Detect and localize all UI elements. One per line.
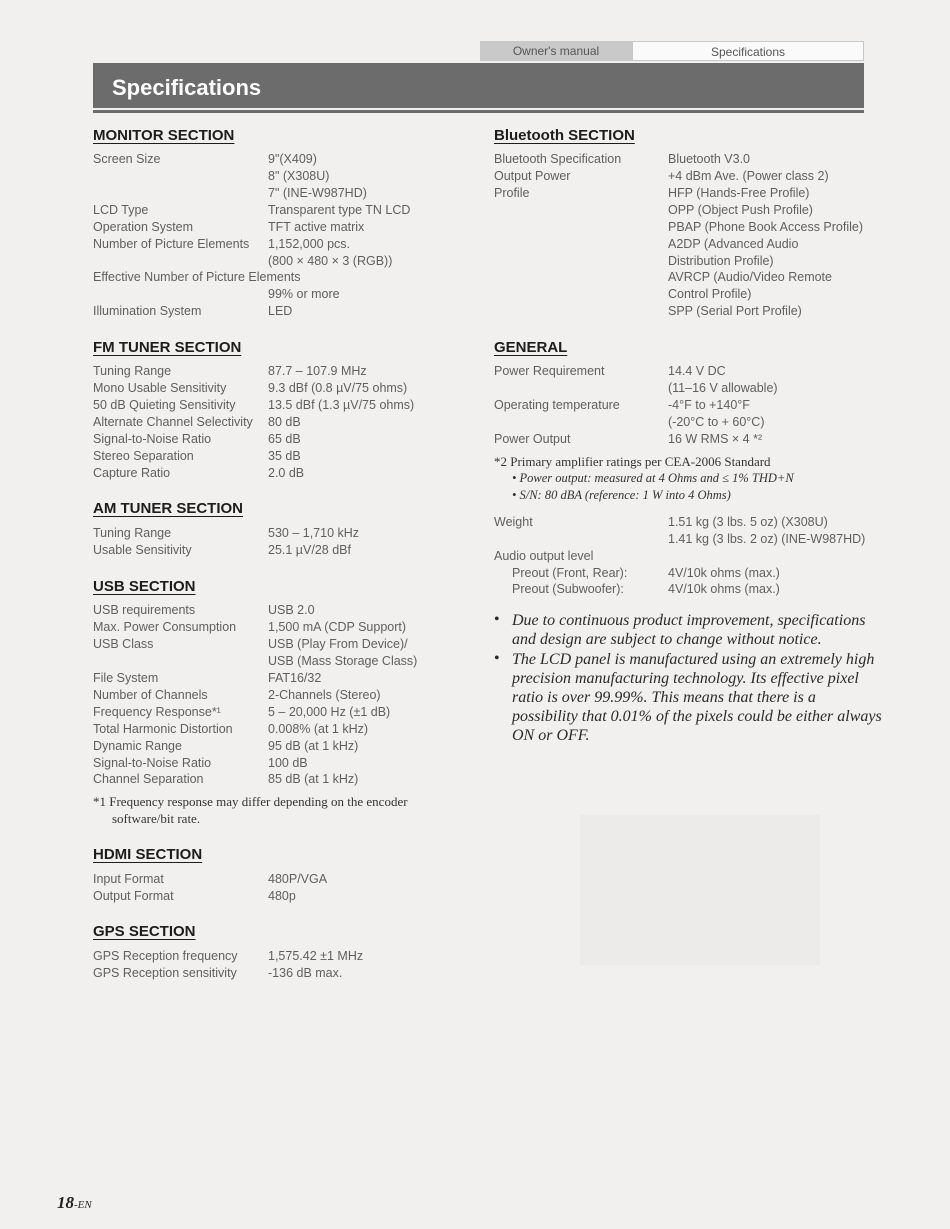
usb-section-title: USB SECTION xyxy=(93,578,196,595)
spec-value: -4°F to +140°F xyxy=(668,398,750,412)
spec-label: Signal-to-Noise Ratio xyxy=(93,432,212,446)
spec-label: Signal-to-Noise Ratio xyxy=(93,756,212,770)
spec-label: Illumination System xyxy=(93,304,202,318)
spec-value: (11–16 V allowable) xyxy=(668,381,778,395)
spec-label: Power Requirement xyxy=(494,364,605,378)
spec-label: 50 dB Quieting Sensitivity xyxy=(93,398,236,412)
footnote-1: *1 Frequency response may differ depending on the encoder xyxy=(93,794,408,809)
spec-value: +4 dBm Ave. (Power class 2) xyxy=(668,169,829,183)
spec-label: Total Harmonic Distortion xyxy=(93,722,233,736)
spec-label: Output Power xyxy=(494,169,571,183)
spec-label: Number of Picture Elements xyxy=(93,237,250,251)
gps-section-title: GPS SECTION xyxy=(93,923,196,940)
spec-value: (800 × 480 × 3 (RGB)) xyxy=(268,254,393,268)
spec-value: 4V/10k ohms (max.) xyxy=(668,566,780,580)
spec-label: Channel Separation xyxy=(93,772,204,786)
spec-label: File System xyxy=(93,671,159,685)
spec-value: 87.7 – 107.9 MHz xyxy=(268,364,367,378)
spec-label: Input Format xyxy=(93,872,164,886)
spec-label: Effective Number of Picture Elements xyxy=(93,270,301,284)
spec-value: OPP (Object Push Profile) xyxy=(668,203,813,217)
spec-value: LED xyxy=(268,304,293,318)
spec-value: USB (Mass Storage Class) xyxy=(268,654,418,668)
spec-label: Operating temperature xyxy=(494,398,620,412)
spec-label: Preout (Front, Rear): xyxy=(512,566,628,580)
spec-value: -136 dB max. xyxy=(268,966,343,980)
spec-value: 4V/10k ohms (max.) xyxy=(668,582,780,596)
spec-label: Output Format xyxy=(93,889,174,903)
spec-value: A2DP (Advanced Audio xyxy=(668,237,799,251)
spec-value: 13.5 dBf (1.3 µV/75 ohms) xyxy=(268,398,415,412)
spec-label: Profile xyxy=(494,186,530,200)
spec-value: 85 dB (at 1 kHz) xyxy=(268,772,359,786)
hdmi-section-title: HDMI SECTION xyxy=(93,846,203,863)
spec-value: USB 2.0 xyxy=(268,603,315,617)
bullet-text: and design are subject to change without notice. xyxy=(512,631,822,648)
bullet-text: ratio is over 99.99%. This means that there is a xyxy=(512,689,816,706)
spec-value: 16 W RMS × 4 *² xyxy=(668,432,763,446)
spec-value: 1,152,000 pcs. xyxy=(268,237,351,251)
spec-label: Weight xyxy=(494,515,533,529)
tab-specifications: Specifications xyxy=(632,41,864,61)
bullet-dot: • xyxy=(494,611,500,628)
spec-value: 480P/VGA xyxy=(268,872,328,886)
bullet-text: precision manufacturing technology. Its effective pixel xyxy=(512,670,859,687)
spec-label: Alternate Channel Selectivity xyxy=(93,415,253,429)
monitor-section-title: MONITOR SECTION xyxy=(93,127,235,144)
spec-value: Control Profile) xyxy=(668,287,752,301)
spec-label: Audio output level xyxy=(494,549,594,563)
spec-label: Power Output xyxy=(494,432,571,446)
spec-label: Preout (Subwoofer): xyxy=(512,582,624,596)
spec-value: 1.51 kg (3 lbs. 5 oz) (X308U) xyxy=(668,515,828,529)
bluetooth-section-title: Bluetooth SECTION xyxy=(494,127,635,144)
spec-label: Dynamic Range xyxy=(93,739,182,753)
spec-label: Mono Usable Sensitivity xyxy=(93,381,227,395)
spec-label: USB requirements xyxy=(93,603,196,617)
banner-rule xyxy=(93,110,864,113)
spec-value: (-20°C to + 60°C) xyxy=(668,415,765,429)
spec-value: 7" (INE-W987HD) xyxy=(268,186,367,200)
tab-owners-manual: Owner's manual xyxy=(480,41,632,61)
spec-value: 8" (X308U) xyxy=(268,169,330,183)
spec-value: 14.4 V DC xyxy=(668,364,726,378)
spec-value: 530 – 1,710 kHz xyxy=(268,526,360,540)
spec-value: TFT active matrix xyxy=(268,220,365,234)
bullet-dot: • xyxy=(494,650,500,667)
general-section-title: GENERAL xyxy=(494,339,568,356)
spec-label: Max. Power Consumption xyxy=(93,620,237,634)
spec-value: USB (Play From Device)/ xyxy=(268,637,408,651)
spec-value: Transparent type TN LCD xyxy=(268,203,411,217)
spec-label: Bluetooth Specification xyxy=(494,152,622,166)
page-number-suffix: -EN xyxy=(74,1199,92,1211)
page-number-value: 18 xyxy=(57,1193,74,1212)
spec-label: Tuning Range xyxy=(93,526,172,540)
spec-value: 5 – 20,000 Hz (±1 dB) xyxy=(268,705,391,719)
spec-value: 35 dB xyxy=(268,449,301,463)
spec-value: 9.3 dBf (0.8 µV/75 ohms) xyxy=(268,381,408,395)
spec-label: Operation System xyxy=(93,220,194,234)
spec-value: AVRCP (Audio/Video Remote xyxy=(668,270,832,284)
bullet-text: The LCD panel is manufactured using an extremely high xyxy=(512,651,875,668)
spec-value: SPP (Serial Port Profile) xyxy=(668,304,802,318)
page-number xyxy=(57,1193,92,1213)
spec-value: Bluetooth V3.0 xyxy=(668,152,751,166)
spec-value: HFP (Hands-Free Profile) xyxy=(668,186,810,200)
bullet-text: Due to continuous product improvement, specifications xyxy=(512,612,866,629)
fm-section-title: FM TUNER SECTION xyxy=(93,339,242,356)
page-title: Specifications xyxy=(112,75,262,100)
spec-value: 80 dB xyxy=(268,415,301,429)
header-tabs xyxy=(480,41,864,61)
footnote-2: *2 Primary amplifier ratings per CEA-2006 Standard xyxy=(494,454,771,469)
spec-value: 9"(X409) xyxy=(268,152,317,166)
spec-value: 2.0 dB xyxy=(268,466,305,480)
spec-value: 480p xyxy=(268,889,296,903)
bullet-text: ON or OFF. xyxy=(512,727,590,744)
spec-value: 1.41 kg (3 lbs. 2 oz) (INE-W987HD) xyxy=(668,532,866,546)
spec-label: Capture Ratio xyxy=(93,466,171,480)
spec-value: 0.008% (at 1 kHz) xyxy=(268,722,369,736)
bullet-text: possibility that 0.01% of the pixels could be either always xyxy=(512,708,882,725)
spec-label: GPS Reception sensitivity xyxy=(93,966,237,980)
spec-label: LCD Type xyxy=(93,203,149,217)
footnote-2-sub: • S/N: 80 dBA (reference: 1 W into 4 Ohms) xyxy=(512,488,731,502)
spec-label: Frequency Response*¹ xyxy=(93,705,221,719)
spec-value: 99% or more xyxy=(268,287,340,301)
spec-value: 25.1 µV/28 dBf xyxy=(268,543,351,557)
spec-label: Usable Sensitivity xyxy=(93,543,192,557)
spec-value: Distribution Profile) xyxy=(668,254,774,268)
footnote-2-sub: • Power output: measured at 4 Ohms and ≤ 1% THD+N xyxy=(512,471,794,485)
spec-label: Screen Size xyxy=(93,152,161,166)
footnote-1-cont: software/bit rate. xyxy=(112,811,201,826)
spec-label: Tuning Range xyxy=(93,364,172,378)
spec-value: 1,575.42 ±1 MHz xyxy=(268,949,364,963)
spec-value: 95 dB (at 1 kHz) xyxy=(268,739,359,753)
spec-value: FAT16/32 xyxy=(268,671,322,685)
spec-label: GPS Reception frequency xyxy=(93,949,238,963)
spec-value: 65 dB xyxy=(268,432,301,446)
scan-smudge xyxy=(580,815,820,965)
spec-label: Stereo Separation xyxy=(93,449,194,463)
spec-value: 2-Channels (Stereo) xyxy=(268,688,381,702)
spec-label: Number of Channels xyxy=(93,688,208,702)
spec-value: PBAP (Phone Book Access Profile) xyxy=(668,220,864,234)
spec-label: USB Class xyxy=(93,637,154,651)
am-section-title: AM TUNER SECTION xyxy=(93,500,243,517)
spec-value: 1,500 mA (CDP Support) xyxy=(268,620,407,634)
spec-value: 100 dB xyxy=(268,756,308,770)
